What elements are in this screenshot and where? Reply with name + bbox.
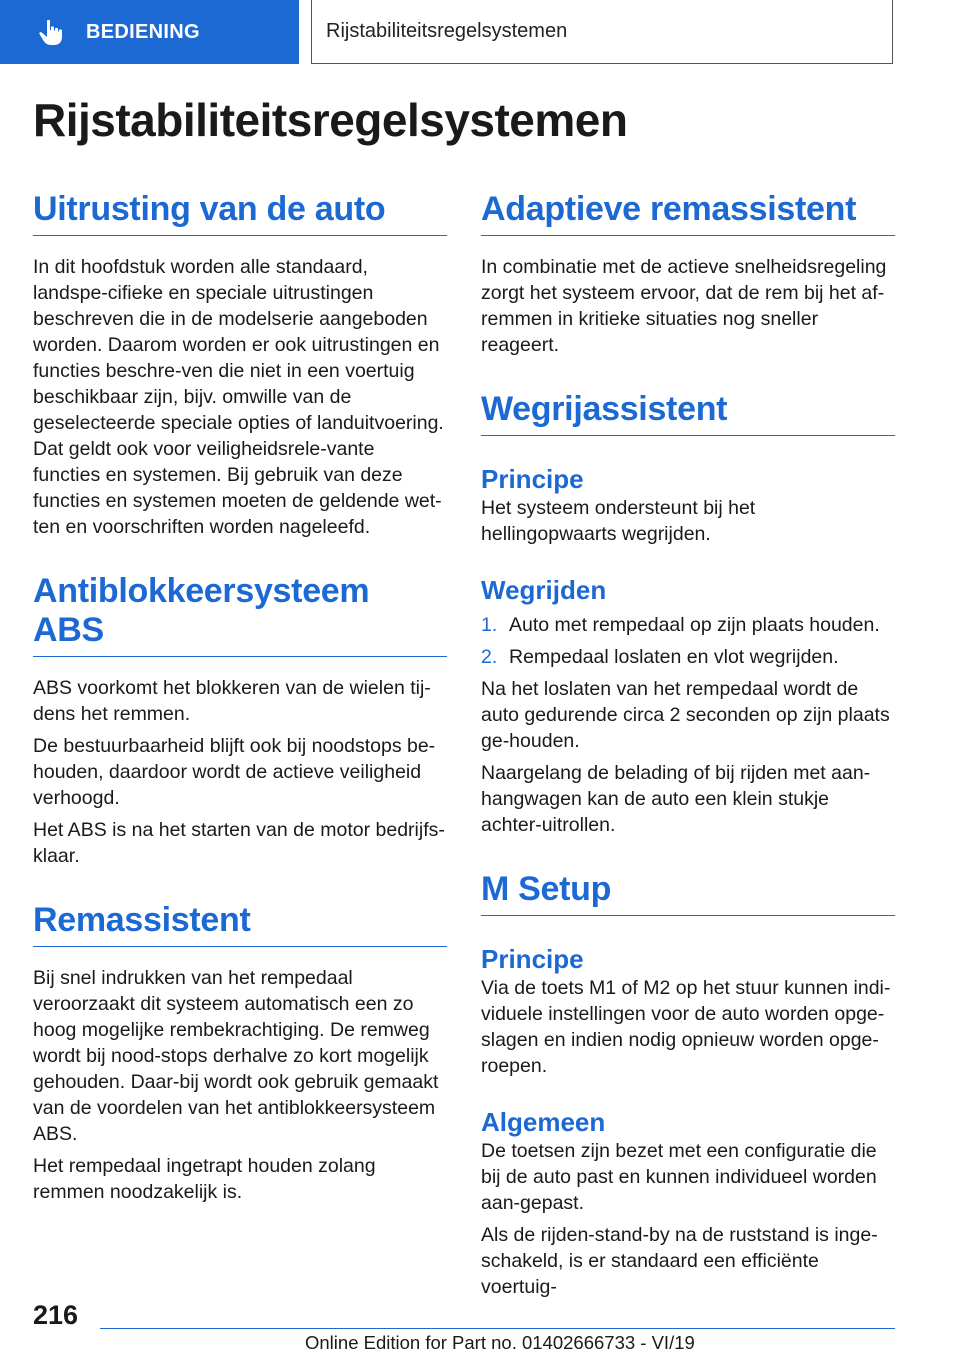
step-text: Auto met rempedaal op zijn plaats houden.	[509, 614, 880, 636]
section-label: BEDIENING	[86, 20, 200, 43]
right-column	[481, 190, 895, 1306]
list-item	[481, 612, 895, 638]
subheading-principe: Principe	[481, 944, 584, 974]
subheading-algemeen: Algemeen	[481, 1107, 606, 1137]
paragraph: In combinatie met de actieve snelheidsregeling zorgt het systeem ervoor, dat de rem bij het af-remmen in kritieke situaties nog sneller reageert.	[481, 256, 887, 356]
section-tab[interactable]	[0, 0, 299, 64]
paragraph: Naargelang de belading of bij rijden met aan-hangwagen kan de auto een klein stukje achter-uitrollen.	[481, 762, 871, 836]
paragraph: De bestuurbaarheid blijft ook bij noodstops be-houden, daardoor wordt de actieve veiligheid verhoogd.	[33, 735, 436, 809]
page-header	[0, 0, 960, 66]
paragraph: Het rempedaal ingetrapt houden zolang remmen noodzakelijk is.	[33, 1155, 376, 1203]
chapter-title: Rijstabiliteitsregelsystemen	[326, 20, 568, 42]
page-number: 216	[33, 1300, 79, 1330]
hand-pointer-icon	[36, 17, 66, 47]
page-title: Rijstabiliteitsregelsystemen	[33, 94, 628, 146]
subheading-wegrijden: Wegrijden	[481, 575, 607, 605]
footer-divider	[100, 1328, 895, 1329]
heading-wegrijassistent: Wegrijassistent	[481, 390, 895, 436]
heading-uitrusting: Uitrusting van de auto	[33, 190, 447, 236]
heading-remassistent: Remassistent	[33, 901, 447, 947]
paragraph: Bij snel indrukken van het rempedaal veroorzaakt dit systeem automatisch een zo hoog mogelijke rembekrachtiging. De remweg wordt bij nood-stops derhalve zo kort mogelijk gehouden. Daar-bij wordt ook gebruik gemaakt van de voordelen van het antiblokkeersysteem ABS.	[33, 967, 439, 1145]
heading-m-setup: M Setup	[481, 870, 895, 916]
edition-text: Online Edition for Part no. 01402666733 - VI/19	[305, 1332, 695, 1353]
steps-list	[481, 612, 895, 670]
step-number: 2.	[481, 646, 498, 668]
step-text: Rempedaal loslaten en vlot wegrijden.	[509, 646, 839, 668]
paragraph: Het ABS is na het starten van de motor bedrijfs-klaar.	[33, 819, 445, 867]
paragraph: Na het loslaten van het rempedaal wordt de auto gedurende circa 2 seconden op zijn plaats ge-houden.	[481, 678, 890, 752]
subheading-principe: Principe	[481, 464, 584, 494]
list-item	[481, 644, 895, 670]
paragraph: Het systeem ondersteunt bij het hellingopwaarts wegrijden.	[481, 497, 756, 545]
left-column	[33, 190, 447, 1211]
step-number: 1.	[481, 614, 498, 636]
heading-abs: Antiblokkeersysteem ABS	[33, 572, 447, 657]
paragraph: In dit hoofdstuk worden alle standaard, landspe-cifieke en speciale uitrustingen beschreven die in de modelserie aangeboden worden. Daarom worden er ook uitrustingen en functies beschre-ven die niet in een voertuig beschikbaar zijn, bijv. omwille van de geselecteerde speciale opties of landuitvoering. Dat geldt ook voor veiligheidsrele-vante functies en systemen. Bij gebruik van deze functies en systemen moeten de geldende wet-ten en voorschriften worden nageleefd.	[33, 256, 444, 538]
heading-adaptieve-remassistent: Adaptieve remassistent	[481, 190, 895, 236]
paragraph: Via de toets M1 of M2 op het stuur kunnen indi-viduele instellingen voor de auto worden opge-slagen en indien nodig opnieuw worden opge-roepen.	[481, 977, 891, 1077]
paragraph: ABS voorkomt het blokkeren van de wielen tij-dens het remmen.	[33, 677, 431, 725]
paragraph: Als de rijden-stand-by na de ruststand is inge-schakeld, is er standaard een efficiënte voertuig-	[481, 1224, 878, 1298]
chapter-tab[interactable]	[311, 0, 893, 64]
paragraph: De toetsen zijn bezet met een configuratie die bij de auto past en kunnen individueel worden aan-gepast.	[481, 1140, 877, 1214]
